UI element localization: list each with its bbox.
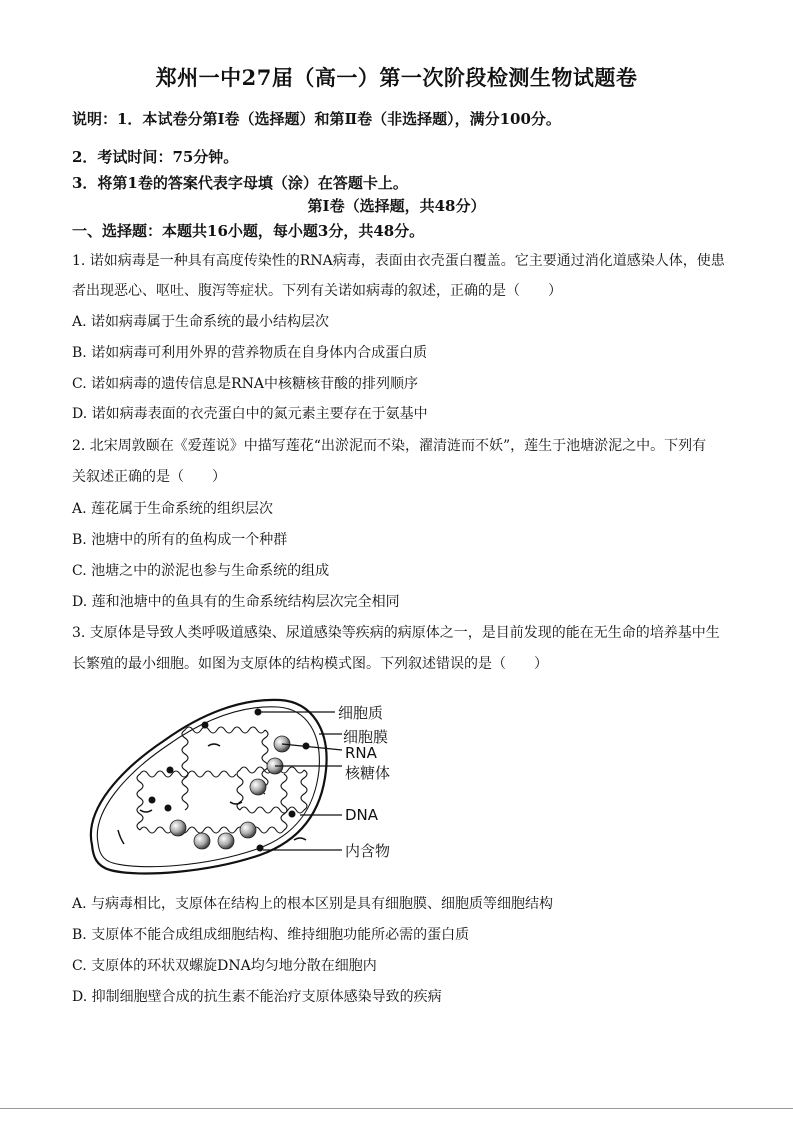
q1-stem-line2: 者出现恶心、呕吐、腹泻等症状。下列有关诺如病毒的叙述，正确的是（ ） (72, 283, 562, 299)
q2-option-d[interactable]: D. 莲和池塘中的鱼具有的生命系统结构层次完全相同 (72, 594, 400, 610)
q3-option-c[interactable]: C. 支原体的环状双螺旋DNA均匀地分散在细胞内 (72, 958, 377, 974)
instruction-line-2: 2．考试时间：75分钟。 (72, 148, 239, 166)
mycoplasma-diagram (80, 690, 420, 885)
q1-stem-line1: 1. 诺如病毒是一种具有高度传染性的RNA病毒，表面由衣壳蛋白覆盖。它主要通过消化道感染人体，使患 (72, 253, 725, 269)
page-title: 郑州一中27届（高一）第一次阶段检测生物试题卷 (155, 65, 638, 90)
q3-stem-line2: 长繁殖的最小细胞。如图为支原体的结构模式图。下列叙述错误的是（ ） (72, 656, 548, 672)
label-rna: RNA (345, 744, 377, 762)
label-ribosome: 核糖体 (345, 764, 391, 782)
label-dna: DNA (345, 806, 379, 824)
q2-stem-line1: 2. 北宋周敦颐在《爱莲说》中描写莲花“出淤泥而不染，濯清涟而不妖”，莲生于池塘淤泥之中。下列有 (72, 438, 707, 454)
q1-option-b[interactable]: B. 诺如病毒可利用外界的营养物质在自身体内合成蛋白质 (72, 345, 428, 361)
q3-option-d[interactable]: D. 抑制细胞壁合成的抗生素不能治疗支原体感染导致的疾病 (72, 989, 442, 1005)
cell-membrane-outer (91, 700, 327, 874)
q1-option-c[interactable]: C. 诺如病毒的遗传信息是RNA中核糖核苷酸的排列顺序 (72, 376, 419, 392)
q2-option-a[interactable]: A. 莲花属于生命系统的组织层次 (72, 501, 274, 517)
q2-option-c[interactable]: C. 池塘之中的淤泥也参与生命系统的组成 (72, 563, 330, 579)
q1-option-d[interactable]: D. 诺如病毒表面的衣壳蛋白中的氮元素主要存在于氨基中 (72, 406, 428, 422)
instruction-line-3: 3．将第1卷的答案代表字母填（涂）在答题卡上。 (72, 174, 408, 192)
label-inclusion: 内含物 (345, 842, 391, 860)
section1-heading: 一、选择题：本题共16小题，每小题3分，共48分。 (72, 222, 425, 240)
label-cytoplasm: 细胞质 (338, 704, 384, 722)
q3-option-b[interactable]: B. 支原体不能合成组成细胞结构、维持细胞功能所必需的蛋白质 (72, 927, 470, 943)
q2-stem-line2: 关叙述正确的是（ ） (72, 469, 226, 485)
q2-option-b[interactable]: B. 池塘中的所有的鱼构成一个种群 (72, 532, 288, 548)
q3-option-a[interactable]: A. 与病毒相比，支原体在结构上的根本区别是具有细胞膜、细胞质等细胞结构 (72, 896, 554, 912)
instruction-line-1: 说明：1．本试卷分第Ⅰ卷（选择题）和第Ⅱ卷（非选择题），满分100分。 (72, 110, 561, 128)
page-bottom-rule (0, 1108, 793, 1109)
q3-stem-line1: 3. 支原体是导致人类呼吸道感染、尿道感染等疾病的病原体之一，是目前发现的能在无生命的培养基中生 (72, 625, 720, 641)
dna-loop-right (237, 767, 307, 813)
label-cell-membrane: 细胞膜 (343, 728, 389, 746)
q1-option-a[interactable]: A. 诺如病毒属于生命系统的最小结构层次 (72, 314, 330, 330)
part1-heading: 第Ⅰ卷（选择题，共48分） (307, 197, 486, 215)
dna-loop-lower (137, 771, 287, 833)
dna-loop-left (182, 727, 268, 810)
